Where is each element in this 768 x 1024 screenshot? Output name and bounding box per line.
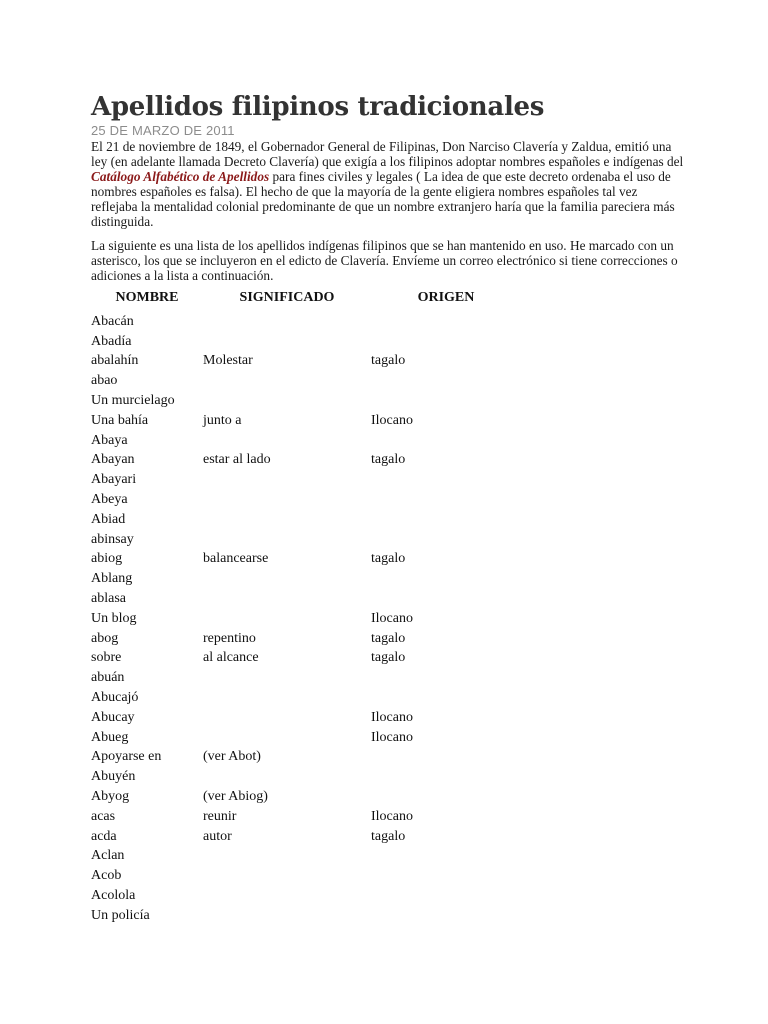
cell-name: Abadía (91, 333, 132, 349)
cell-origin (371, 906, 521, 926)
cell-name: Abacán (91, 313, 134, 329)
cell-meaning (203, 767, 371, 787)
cell-meaning (203, 312, 371, 332)
cell-name: Abayan (91, 452, 135, 468)
cell-name: Abaya (91, 432, 128, 448)
cell-origin (371, 767, 521, 787)
table-row (91, 391, 521, 411)
cell-origin: tagalo (371, 630, 406, 646)
cell-meaning (203, 589, 371, 609)
cell-name: abiog (91, 551, 123, 567)
cell-origin (371, 312, 521, 332)
cell-meaning (203, 906, 371, 926)
table-row (91, 510, 521, 530)
cell-meaning (203, 609, 371, 629)
cell-meaning (203, 708, 371, 728)
cell-name: Abueg (91, 729, 129, 745)
catalogo-link[interactable]: Catálogo Alfabético de Apellidos (91, 169, 270, 184)
cell-origin (371, 371, 521, 391)
cell-meaning: reunir (203, 808, 237, 824)
cell-name: acas (91, 808, 116, 824)
table-row (91, 589, 521, 609)
header-origin: ORIGEN (417, 290, 475, 305)
table-row (91, 451, 521, 471)
table-row (91, 332, 521, 352)
cell-name: Abayari (91, 472, 137, 488)
cell-origin (371, 391, 521, 411)
cell-meaning (203, 866, 371, 886)
cell-name: Abucajó (91, 690, 139, 706)
surnames-table (91, 290, 521, 926)
cell-meaning (203, 371, 371, 391)
cell-name: Abucay (91, 709, 135, 725)
header-meaning: SIGNIFICADO (239, 290, 335, 305)
cell-name: Un murcielago (91, 393, 175, 409)
cell-name: abog (91, 630, 119, 646)
cell-origin: tagalo (371, 551, 406, 567)
cell-meaning (203, 470, 371, 490)
cell-meaning: Molestar (203, 353, 253, 369)
cell-origin (371, 866, 521, 886)
cell-origin (371, 886, 521, 906)
cell-name: Un blog (91, 610, 137, 626)
cell-origin (371, 431, 521, 451)
cell-origin (371, 569, 521, 589)
cell-meaning (203, 391, 371, 411)
table-row (91, 748, 521, 768)
header-name: NOMBRE (115, 290, 179, 305)
cell-meaning (203, 886, 371, 906)
table-row (91, 312, 521, 332)
cell-origin: Ilocano (371, 412, 413, 428)
cell-name: acda (91, 828, 117, 844)
cell-meaning (203, 847, 371, 867)
table-row (91, 827, 521, 847)
table-row (91, 847, 521, 867)
cell-origin (371, 589, 521, 609)
cell-name: abinsay (91, 531, 134, 547)
cell-origin (371, 688, 521, 708)
cell-name: Apoyarse en (91, 749, 162, 765)
cell-name: Un policía (91, 907, 150, 923)
cell-origin (371, 490, 521, 510)
table-row (91, 371, 521, 391)
cell-origin: Ilocano (371, 808, 413, 824)
cell-meaning: al alcance (203, 650, 259, 666)
table-body (91, 312, 521, 926)
cell-meaning (203, 510, 371, 530)
article (91, 91, 691, 283)
cell-meaning: junto a (203, 412, 242, 428)
cell-meaning (203, 431, 371, 451)
cell-origin (371, 847, 521, 867)
table-row (91, 886, 521, 906)
cell-origin (371, 470, 521, 490)
cell-origin: tagalo (371, 650, 406, 666)
table-row (91, 550, 521, 570)
cell-meaning (203, 530, 371, 550)
cell-name: Acolola (91, 888, 136, 903)
cell-name: Abiad (91, 511, 126, 527)
list-intro-paragraph: La siguiente es una lista de los apellidos indígenas filipinos que se han mantenido en uso. He marcado con un asterisco, los que se incluyeron en el edicto de Clavería. Envíeme un correo electrónico si tiene correcciones o adiciones a la lista a continuación. (91, 238, 678, 283)
cell-origin: Ilocano (371, 610, 413, 626)
table-row (91, 807, 521, 827)
cell-meaning (203, 490, 371, 510)
cell-meaning: balancearse (203, 551, 269, 567)
cell-meaning: estar al lado (203, 452, 271, 468)
table-row (91, 530, 521, 550)
cell-name: abao (91, 373, 118, 389)
cell-origin (371, 332, 521, 352)
table-row (91, 708, 521, 728)
table-row (91, 866, 521, 886)
cell-meaning (203, 668, 371, 688)
table-row (91, 569, 521, 589)
table-row (91, 767, 521, 787)
cell-origin: tagalo (371, 828, 406, 844)
cell-name: abuán (91, 670, 125, 686)
cell-name: Aclan (91, 848, 125, 864)
cell-origin (371, 530, 521, 550)
cell-origin (371, 668, 521, 688)
post-date: 25 DE MARZO DE 2011 (91, 123, 235, 138)
table-row (91, 649, 521, 669)
cell-origin: tagalo (371, 452, 406, 468)
cell-name: Ablang (91, 571, 133, 587)
intro-paragraph (91, 139, 685, 229)
cell-origin: Ilocano (371, 709, 413, 725)
table-header-row (91, 290, 521, 312)
cell-meaning: repentino (203, 630, 256, 646)
cell-origin: Ilocano (371, 729, 413, 745)
cell-name: Acob (91, 868, 122, 884)
cell-origin (371, 510, 521, 530)
cell-meaning (203, 332, 371, 352)
table-row (91, 431, 521, 451)
table-row (91, 787, 521, 807)
table-row (91, 629, 521, 649)
table-row (91, 411, 521, 431)
cell-name: Una bahía (91, 412, 149, 428)
cell-name: Abeya (91, 492, 128, 508)
intro-text-start: El 21 de noviembre de 1849, el Gobernador General de Filipinas, Don Narciso Clavería y Zaldua, emitió una ley (en adelante llamada Decreto Clavería) que exigía a los filipinos adoptar nombres españoles e indígenas del (91, 139, 684, 169)
cell-name: abalahín (91, 353, 139, 369)
cell-name: ablasa (91, 591, 126, 607)
cell-name: Abuyén (91, 769, 136, 785)
page-title: Apellidos filipinos tradicionales (91, 92, 545, 122)
intro-text-end: para fines civiles y legales ( La idea de que este decreto ordenaba el uso de nombres españoles es falsa). El hecho de que la mayoría de la gente eligiera nombres españoles tal vez reflejaba la mentalidad colonial predominante de que un nombre extranjero haría que la familia pareciera más distinguida. (91, 169, 675, 229)
cell-meaning (203, 569, 371, 589)
table-row (91, 352, 521, 372)
table-row (91, 688, 521, 708)
table-row (91, 668, 521, 688)
cell-meaning: (ver Abiog) (203, 789, 268, 805)
cell-origin (371, 748, 521, 768)
cell-origin: tagalo (371, 353, 406, 369)
cell-name: sobre (91, 650, 122, 666)
table-row (91, 728, 521, 748)
cell-meaning (203, 688, 371, 708)
cell-meaning: autor (203, 828, 232, 844)
table-row (91, 470, 521, 490)
cell-meaning (203, 728, 371, 748)
table-row (91, 490, 521, 510)
cell-origin (371, 787, 521, 807)
table-row (91, 906, 521, 926)
cell-name: Abyog (91, 789, 130, 805)
table-row (91, 609, 521, 629)
cell-meaning: (ver Abot) (203, 749, 261, 765)
